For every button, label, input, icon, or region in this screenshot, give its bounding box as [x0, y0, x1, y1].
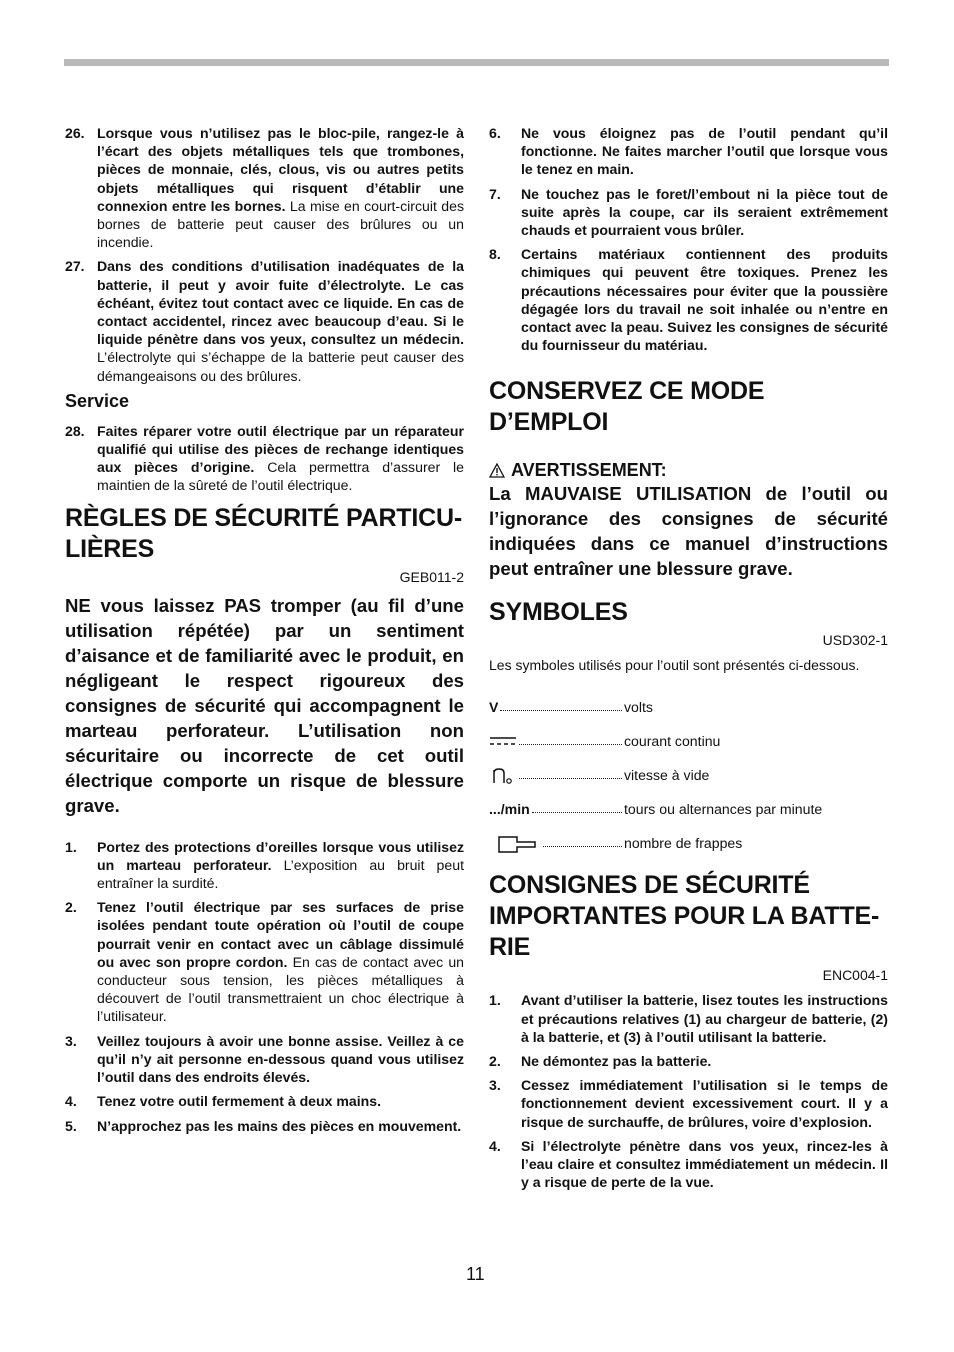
item-number: 6.	[489, 125, 501, 141]
list-item	[65, 1117, 464, 1135]
symboles-intro: Les symboles utilisés pour l’outil sont présentés ci-dessous.	[489, 657, 860, 674]
symbol-row-no-load-speed	[489, 758, 888, 792]
symbol-row-per-minute	[489, 792, 888, 826]
conservez-heading: CONSERVEZ CE MODE D’EMPLOI	[489, 377, 765, 437]
list-item	[65, 422, 464, 495]
list-item	[489, 991, 888, 1046]
regles-code: GEB011-2	[399, 568, 464, 585]
item-number: 4.	[489, 1137, 501, 1154]
item-number: 26.	[65, 125, 85, 141]
item-number: 3.	[65, 1032, 77, 1049]
list-item	[489, 1052, 888, 1070]
item-number: 2.	[65, 899, 77, 916]
item-number: 4.	[65, 1093, 77, 1110]
list-item	[489, 1076, 888, 1131]
avertissement-text: La MAUVAISE UTILISATION de l’outil ou l’ignorance des consignes de sécurité indiquées dans ce manuel d’instructions peut entraîner une blessure grave.	[489, 483, 888, 580]
item-text: Portez des protections d’oreilles lorsque vous utilisez un marteau perforateur. L’exposition au bruit peut entraîner la surdité.	[97, 838, 464, 892]
list-item	[65, 124, 464, 251]
symbol-label: tours ou alternances par minute	[624, 801, 823, 818]
symbol-label: vitesse à vide	[624, 767, 710, 784]
item-number: 3.	[489, 1077, 501, 1094]
item-text: Ne vous éloignez pas de l’outil pendant qu’il fonctionne. Ne faites marcher l’outil que lorsque vous le tenez en main.	[521, 125, 888, 178]
symboles-code: USD302-1	[822, 632, 888, 649]
page-number: 11	[466, 1264, 485, 1284]
item-text: Tenez l’outil électrique par ses surfaces de prise isolées pendant toute opération où l’outil de coupe pourrait venir en contact avec un câblage dissimulé ou avec son propre cordon. En cas de contact avec un conducteur sous tension, les pièces métalliques à découvert de l’outil transmettraient un choc électrique à l’utilisateur.	[97, 899, 464, 1025]
item-text: Tenez votre outil fermement à deux mains.	[97, 1093, 382, 1110]
list-item	[65, 257, 464, 384]
item-number: 1.	[489, 992, 501, 1009]
item-number: 27.	[65, 258, 85, 275]
list-item	[65, 1092, 464, 1110]
item-text: Dans des conditions d’utilisation inadéquates de la batterie, il peut y avoir fuite d’électrolyte. Le cas échéant, évitez tout contact avec ce liquide. En cas de contact accidentel, rincez avec beaucoup d’eau. Si le liquide pénètre dans vos yeux, consultez un médecin. L’électrolyte qui s’échappe de la batterie peut causer des démangeaisons ou des brûlures.	[97, 258, 464, 384]
right-column	[489, 124, 888, 1197]
item-text: Ne touchez pas le foret/l’embout ni la pièce tout de suite après la coupe, car ils seraient extrêmement chauds et pourraient vous brûler.	[521, 185, 888, 239]
direct-current-icon	[489, 735, 517, 747]
symbol-row-volts	[489, 690, 888, 724]
per-minute-symbol: .../min	[489, 801, 530, 818]
list-item	[489, 124, 888, 179]
item-number: 28.	[65, 422, 85, 439]
item-text: Lorsque vous n’utilisez pas le bloc-pile, rangez-le à l’écart des objets métalliques tels que trombones, pièces de monnaie, clés, clous, vis ou autres petits objets métalliques qui risquent d’établir une connexion entre les bornes. La mise en court-circuit des bornes de batterie peut causer des brûlures ou un incendie.	[97, 125, 465, 251]
warning-triangle-icon	[489, 463, 505, 478]
item-number: 7.	[489, 185, 501, 202]
item-text: Cessez immédiatement l’utilisation si le temps de fonctionnement devient excessivement court. Il y a risque de surchauffe, de brûlures, voire d’explosion.	[521, 1077, 888, 1130]
symbol-row-blows	[489, 826, 888, 860]
item-number: 5.	[65, 1117, 77, 1134]
hammer-warning: NE vous laissez PAS tromper (au fil d’une utilisation répétée) par un sentiment d’aisance et de familiarité avec le produit, en négligeant le respect rigoureux des consignes de sécurité qui accompagnent le marteau perforateur. L’utilisation non sécuritaire ou incorrecte de cet outil électrique comporte un risque de blessure grave.	[65, 594, 464, 816]
item-text: Si l’électrolyte pénètre dans vos yeux, rincez-les à l’eau claire et consultez immédiatement un médecin. Il y a risque de perte de la vue.	[521, 1137, 888, 1191]
item-text: Ne démontez pas la batterie.	[521, 1053, 712, 1070]
symbol-label: courant continu	[624, 733, 721, 750]
list-item	[489, 1137, 888, 1192]
symbol-row-direct-current	[489, 724, 888, 758]
header-rule	[64, 59, 889, 66]
symboles-heading: SYMBOLES	[489, 598, 628, 627]
volts-symbol: V	[489, 699, 499, 716]
avertissement-heading	[489, 460, 888, 481]
service-heading: Service	[65, 390, 130, 411]
list-item	[65, 898, 464, 1025]
list-item	[489, 185, 888, 240]
regles-heading: RÈGLES DE SÉCURITÉ PARTICU-LIÈRES	[65, 503, 462, 563]
item-number: 1.	[65, 838, 77, 855]
item-text: Avant d’utiliser la batterie, lisez toutes les instructions et précautions relatives (1) au chargeur de batterie, (2) à la batterie, et (3) à l’outil utilisant la batterie.	[521, 992, 888, 1045]
list-item	[489, 245, 888, 354]
avertissement-label: AVERTISSEMENT:	[511, 460, 667, 481]
symbol-label: nombre de frappes	[624, 835, 743, 852]
symbol-label: volts	[624, 699, 653, 716]
item-text: N’approchez pas les mains des pièces en mouvement.	[97, 1117, 462, 1134]
item-number: 8.	[489, 246, 501, 263]
item-text: Certains matériaux contiennent des produits chimiques qui peuvent être toxiques. Prenez les précautions nécessaires pour éviter que la poussière dégagée lors du travail ne soit inhalée ou n’entre en contact avec la peau. Suivez les consignes de sécurité du fournisseur du matériau.	[521, 246, 888, 354]
blows-per-minute-icon	[495, 832, 541, 854]
list-item	[65, 1032, 464, 1087]
item-text: Faites réparer votre outil électrique par un réparateur qualifié qui utilise des pièces de rechange identiques aux pièces d’origine. Cela permettra d’assurer le maintien de la sûreté de l’outil électrique.	[97, 422, 465, 494]
list-item	[65, 838, 464, 893]
left-column	[65, 124, 464, 1141]
no-load-speed-icon	[489, 764, 517, 786]
item-text: Veillez toujours à avoir une bonne assise. Veillez à ce qu’il n’y ait personne en-dessous quand vous utilisez l’outil dans des endroits élevés.	[97, 1032, 464, 1086]
consignes-heading: CONSIGNES DE SÉCURITÉ IMPORTANTES POUR LA BATTE-RIE	[489, 871, 880, 962]
consignes-code: ENC004-1	[822, 967, 888, 984]
item-number: 2.	[489, 1053, 501, 1070]
